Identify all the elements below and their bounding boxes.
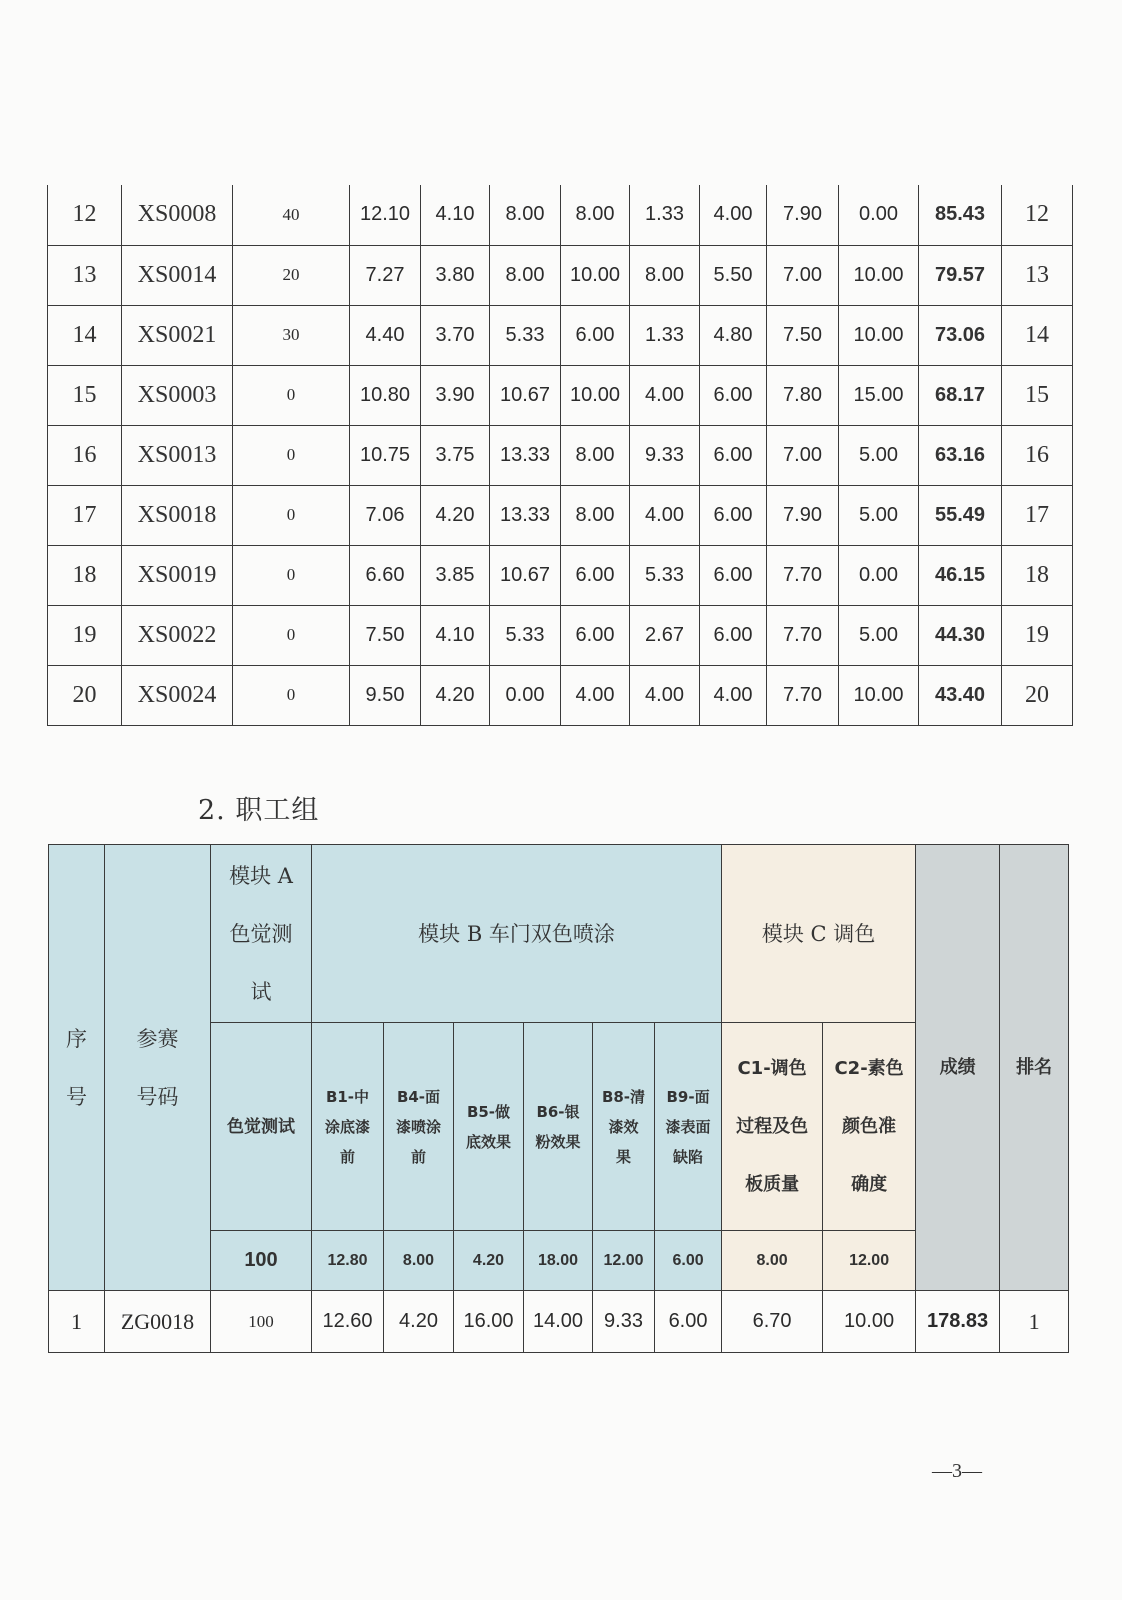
cell-b1: 7.50: [350, 605, 421, 665]
cell-c2: 10.00: [839, 245, 919, 305]
cell-b8: 1.33: [630, 185, 700, 245]
header-b9-line-3: 缺陷: [673, 1147, 704, 1166]
cell-b5: 10.67: [490, 365, 561, 425]
header-b9-line-1: B9-面: [666, 1087, 710, 1106]
header-c2-line-2: 颜色准: [842, 1115, 897, 1137]
cell-b6: 10.00: [561, 365, 630, 425]
header-module-c: [722, 845, 916, 1023]
header-c2-line-3: 确度: [851, 1173, 888, 1195]
header-module-a-line-3: 试: [250, 979, 272, 1004]
header-rank-label: 排名: [1016, 1056, 1053, 1078]
cell-b6: 4.00: [561, 665, 630, 725]
cell-b6: 6.00: [561, 605, 630, 665]
header-b4-line-1: B4-面: [396, 1087, 441, 1106]
cell-seq: 13: [48, 245, 122, 305]
cell-b4: 4.20: [384, 1291, 454, 1353]
header-b4-line-2: 漆喷涂: [395, 1117, 441, 1136]
table-row: [48, 245, 1073, 305]
cell-b8: 4.00: [630, 485, 700, 545]
section-title: 2. 职工组: [198, 795, 320, 826]
student-score-table-body: [48, 185, 1073, 725]
cell-c1: 7.00: [767, 245, 839, 305]
cell-b6: 10.00: [561, 245, 630, 305]
cell-b4: 4.20: [421, 665, 490, 725]
cell-b9: 5.50: [700, 245, 767, 305]
cell-seq: 16: [48, 425, 122, 485]
cell-b9: 6.00: [700, 365, 767, 425]
header-c1: [722, 1023, 823, 1231]
max-score-b6: 18.00: [524, 1231, 593, 1291]
max-score-b8: 12.00: [593, 1231, 655, 1291]
header-b5: [454, 1023, 524, 1231]
cell-id: ZG0018: [105, 1291, 211, 1353]
cell-c1: 7.80: [767, 365, 839, 425]
max-score-a: 100: [211, 1231, 312, 1291]
cell-c1: 7.70: [767, 545, 839, 605]
cell-total: 68.17: [919, 365, 1002, 425]
cell-id: XS0018: [122, 485, 233, 545]
cell-seq: 1: [49, 1291, 105, 1353]
header-b5-line-2: 底效果: [465, 1132, 511, 1151]
cell-total: 63.16: [919, 425, 1002, 485]
cell-b5: 10.67: [490, 545, 561, 605]
header-b6-line-1: B6-银: [536, 1102, 580, 1121]
cell-b6: 6.00: [561, 305, 630, 365]
cell-b9: 4.00: [700, 185, 767, 245]
max-score-b1: 12.80: [312, 1231, 384, 1291]
table-row: [48, 545, 1073, 605]
cell-c1: 7.50: [767, 305, 839, 365]
cell-rank: 14: [1002, 305, 1073, 365]
cell-b4: 3.80: [421, 245, 490, 305]
cell-c1: 7.70: [767, 665, 839, 725]
header-c2: [823, 1023, 916, 1231]
cell-b4: 4.20: [421, 485, 490, 545]
cell-b8: 4.00: [630, 665, 700, 725]
cell-total: 46.15: [919, 545, 1002, 605]
cell-seq: 15: [48, 365, 122, 425]
cell-total: 43.40: [919, 665, 1002, 725]
header-c1-line-2: 过程及色: [736, 1115, 809, 1137]
cell-b9: 6.00: [700, 425, 767, 485]
cell-b4: 3.90: [421, 365, 490, 425]
staff-score-table: [48, 844, 1069, 1353]
header-module-b-label: 模块 B 车门双色喷涂: [418, 921, 615, 946]
header-b5-line-1: B5-做: [466, 1102, 511, 1121]
cell-b9: 6.00: [700, 605, 767, 665]
cell-id: XS0008: [122, 185, 233, 245]
header-b9: [655, 1023, 722, 1231]
cell-b1: 7.27: [350, 245, 421, 305]
cell-c2: 15.00: [839, 365, 919, 425]
cell-rank: 12: [1002, 185, 1073, 245]
cell-b1: 12.60: [312, 1291, 384, 1353]
header-a-sub-label: 色觉测试: [227, 1116, 295, 1137]
max-score-c1: 8.00: [722, 1231, 823, 1291]
cell-total: 55.49: [919, 485, 1002, 545]
cell-seq: 19: [48, 605, 122, 665]
cell-b5: 8.00: [490, 245, 561, 305]
header-b8: [593, 1023, 655, 1231]
cell-b8: 2.67: [630, 605, 700, 665]
header-b1: [312, 1023, 384, 1231]
cell-b6: 8.00: [561, 185, 630, 245]
cell-id: XS0013: [122, 425, 233, 485]
cell-b4: 4.10: [421, 605, 490, 665]
header-id-line-1: 参赛: [136, 1026, 179, 1051]
cell-rank: 20: [1002, 665, 1073, 725]
cell-b1: 12.10: [350, 185, 421, 245]
header-module-b: [312, 845, 722, 1023]
table-row: [48, 665, 1073, 725]
cell-id: XS0021: [122, 305, 233, 365]
header-id-line-2: 号码: [136, 1084, 179, 1109]
cell-rank: 13: [1002, 245, 1073, 305]
header-c1-line-1: C1-调色: [737, 1057, 807, 1079]
cell-b4: 3.75: [421, 425, 490, 485]
cell-b1: 6.60: [350, 545, 421, 605]
cell-b8: 9.33: [593, 1291, 655, 1353]
header-b1-line-3: 前: [339, 1147, 355, 1166]
cell-a: 0: [233, 425, 350, 485]
cell-b4: 3.85: [421, 545, 490, 605]
cell-b1: 9.50: [350, 665, 421, 725]
cell-b8: 1.33: [630, 305, 700, 365]
header-b6-line-2: 粉效果: [535, 1132, 581, 1151]
header-seq-line-1: 序: [66, 1026, 87, 1051]
cell-b1: 10.80: [350, 365, 421, 425]
max-score-c2: 12.00: [823, 1231, 916, 1291]
cell-a: 0: [233, 485, 350, 545]
cell-b5: 16.00: [454, 1291, 524, 1353]
cell-id: XS0024: [122, 665, 233, 725]
table-row: [48, 425, 1073, 485]
header-b8-line-3: 果: [615, 1147, 631, 1166]
cell-rank: 15: [1002, 365, 1073, 425]
cell-c1: 7.00: [767, 425, 839, 485]
cell-b9: 6.00: [655, 1291, 722, 1353]
cell-b6: 8.00: [561, 485, 630, 545]
header-id: [105, 845, 211, 1291]
header-seq: [49, 845, 105, 1291]
cell-total: 44.30: [919, 605, 1002, 665]
cell-b9: 4.00: [700, 665, 767, 725]
cell-total: 73.06: [919, 305, 1002, 365]
cell-seq: 14: [48, 305, 122, 365]
table-row: [48, 305, 1073, 365]
header-c2-line-1: C2-素色: [834, 1057, 904, 1079]
header-a-sub: [211, 1023, 312, 1231]
header-seq-line-2: 号: [66, 1084, 87, 1109]
cell-b4: 3.70: [421, 305, 490, 365]
cell-c2: 10.00: [839, 665, 919, 725]
header-total: [916, 845, 1000, 1291]
cell-seq: 18: [48, 545, 122, 605]
cell-b1: 7.06: [350, 485, 421, 545]
cell-b6: 6.00: [561, 545, 630, 605]
header-b6: [524, 1023, 593, 1231]
cell-b5: 13.33: [490, 425, 561, 485]
header-module-c-label: 模块 C 调色: [761, 921, 876, 946]
header-b8-line-2: 漆效: [608, 1117, 639, 1136]
cell-rank: 16: [1002, 425, 1073, 485]
cell-b8: 5.33: [630, 545, 700, 605]
cell-seq: 12: [48, 185, 122, 245]
cell-c1: 7.90: [767, 185, 839, 245]
header-total-label: 成绩: [939, 1056, 976, 1078]
cell-b9: 6.00: [700, 545, 767, 605]
table-row: [48, 485, 1073, 545]
header-b1-line-2: 涂底漆: [324, 1117, 370, 1136]
header-b8-line-1: B8-清: [601, 1087, 646, 1106]
cell-b8: 4.00: [630, 365, 700, 425]
cell-a: 30: [233, 305, 350, 365]
cell-total: 85.43: [919, 185, 1002, 245]
header-b1-line-1: B1-中: [325, 1087, 370, 1106]
header-rank: [1000, 845, 1069, 1291]
cell-rank: 19: [1002, 605, 1073, 665]
cell-seq: 20: [48, 665, 122, 725]
cell-b5: 0.00: [490, 665, 561, 725]
table-row: [48, 365, 1073, 425]
cell-b6: 14.00: [524, 1291, 593, 1353]
cell-a: 0: [233, 605, 350, 665]
cell-rank: 18: [1002, 545, 1073, 605]
cell-id: XS0022: [122, 605, 233, 665]
cell-a: 0: [233, 545, 350, 605]
cell-c1: 7.70: [767, 605, 839, 665]
page-number: —3—: [932, 1460, 982, 1482]
table-row: [48, 605, 1073, 665]
cell-id: XS0003: [122, 365, 233, 425]
cell-b1: 10.75: [350, 425, 421, 485]
header-b9-line-2: 漆表面: [665, 1117, 711, 1136]
cell-seq: 17: [48, 485, 122, 545]
max-score-b4: 8.00: [384, 1231, 454, 1291]
cell-c1: 7.90: [767, 485, 839, 545]
cell-b9: 6.00: [700, 485, 767, 545]
cell-c2: 5.00: [839, 605, 919, 665]
cell-a: 0: [233, 365, 350, 425]
max-score-b9: 6.00: [655, 1231, 722, 1291]
cell-b8: 9.33: [630, 425, 700, 485]
cell-c2: 10.00: [823, 1291, 916, 1353]
cell-id: XS0019: [122, 545, 233, 605]
table-row: [49, 1291, 1069, 1353]
cell-total: 79.57: [919, 245, 1002, 305]
cell-a: 40: [233, 185, 350, 245]
cell-b5: 5.33: [490, 605, 561, 665]
cell-a: 0: [233, 665, 350, 725]
cell-c2: 5.00: [839, 425, 919, 485]
header-b4-line-3: 前: [410, 1147, 426, 1166]
max-score-b5: 4.20: [454, 1231, 524, 1291]
cell-id: XS0014: [122, 245, 233, 305]
cell-c1: 6.70: [722, 1291, 823, 1353]
cell-total: 178.83: [916, 1291, 1000, 1353]
cell-b8: 8.00: [630, 245, 700, 305]
cell-a: 100: [211, 1291, 312, 1353]
cell-b4: 4.10: [421, 185, 490, 245]
header-c1-line-3: 板质量: [745, 1173, 800, 1195]
cell-rank: 17: [1002, 485, 1073, 545]
cell-c2: 0.00: [839, 185, 919, 245]
cell-rank: 1: [1000, 1291, 1069, 1353]
cell-b5: 13.33: [490, 485, 561, 545]
cell-b5: 5.33: [490, 305, 561, 365]
cell-b9: 4.80: [700, 305, 767, 365]
cell-c2: 0.00: [839, 545, 919, 605]
header-module-a-line-2: 色觉测: [229, 921, 293, 946]
cell-c2: 5.00: [839, 485, 919, 545]
header-b4: [384, 1023, 454, 1231]
student-score-table: [47, 185, 1073, 726]
cell-b5: 8.00: [490, 185, 561, 245]
header-module-a: [211, 845, 312, 1023]
cell-c2: 10.00: [839, 305, 919, 365]
cell-b1: 4.40: [350, 305, 421, 365]
cell-a: 20: [233, 245, 350, 305]
cell-b6: 8.00: [561, 425, 630, 485]
table-row: [48, 185, 1073, 245]
header-module-a-line-1: 模块 A: [229, 863, 293, 888]
